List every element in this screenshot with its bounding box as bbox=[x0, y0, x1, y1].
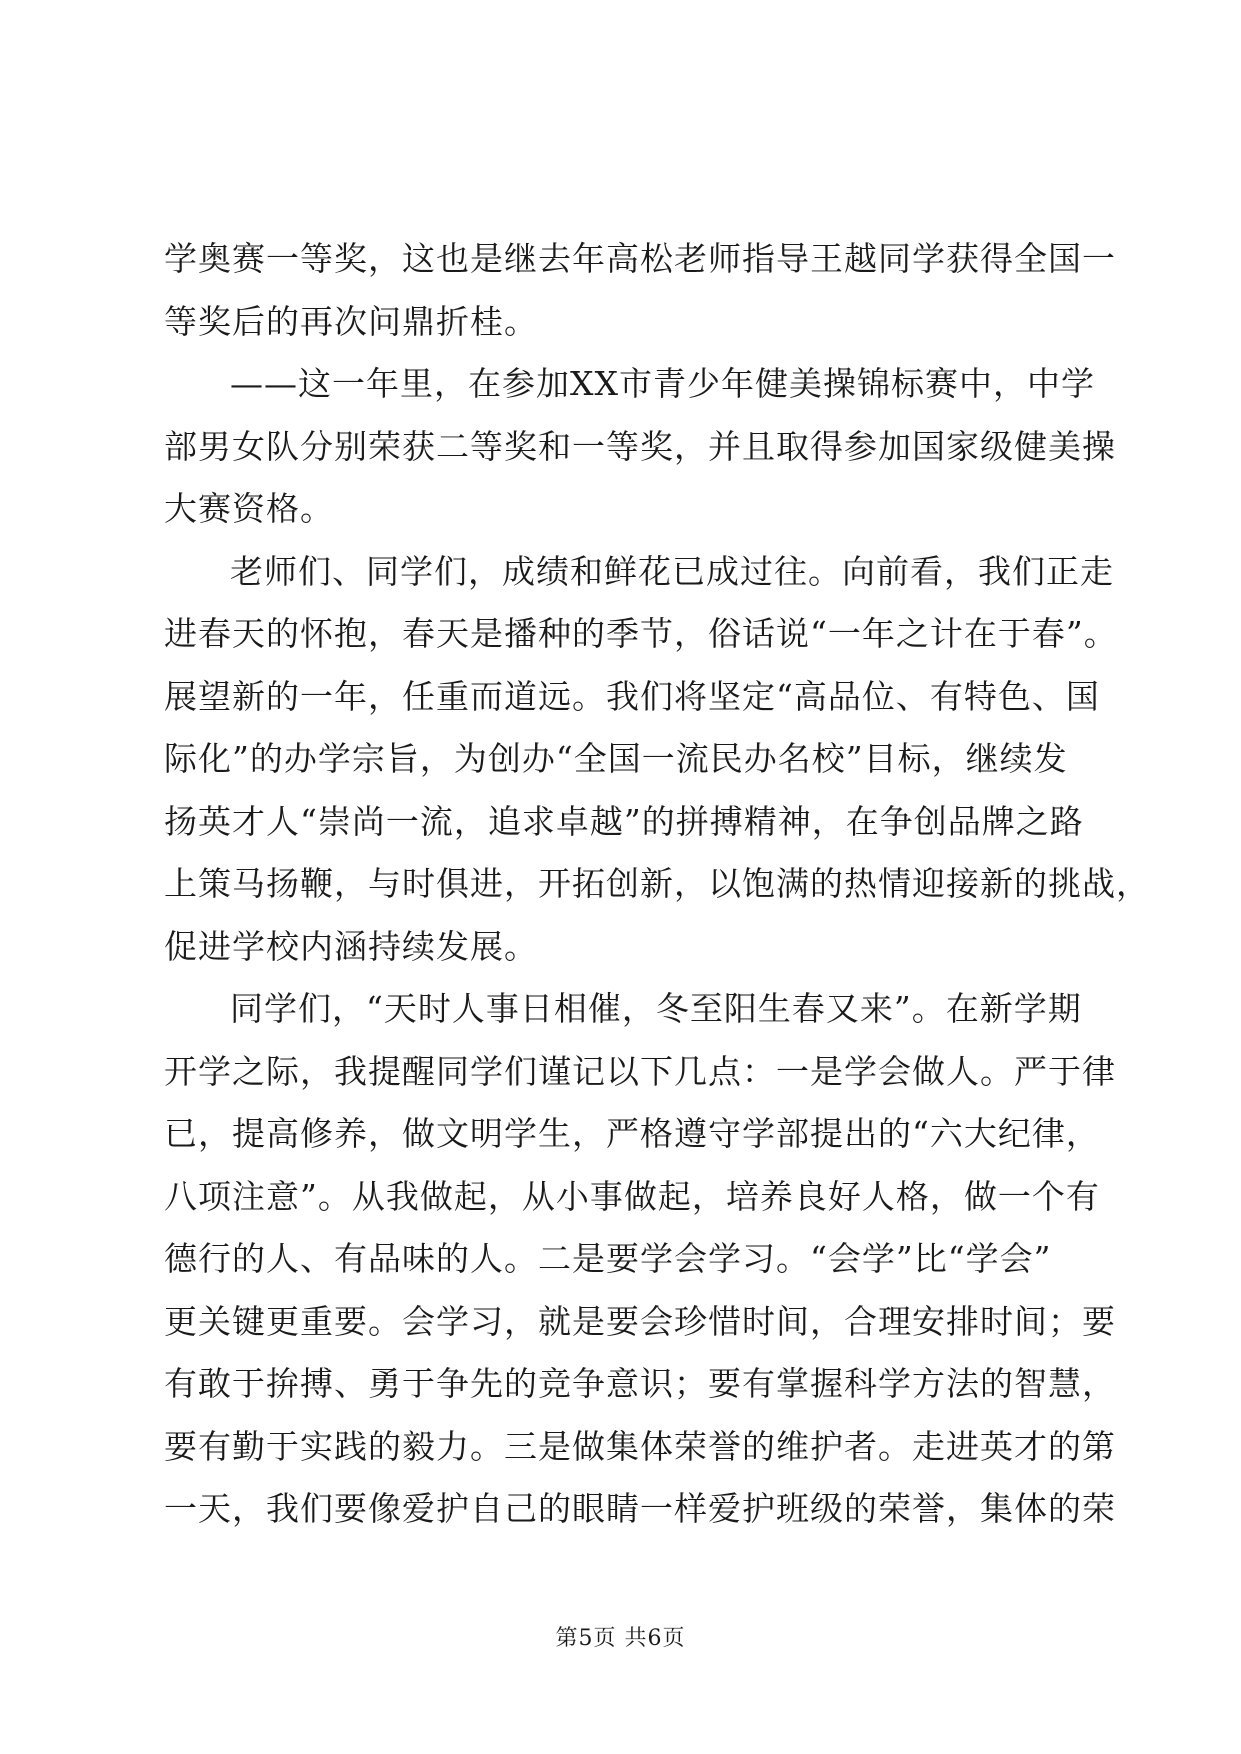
text-line: 有敢于拚搏、勇于争先的竞争意识；要有掌握科学方法的智慧， bbox=[164, 1364, 1116, 1403]
text-line: 学奥赛一等奖，这也是继去年高松老师指导王越同学获得全国一 bbox=[164, 239, 1116, 278]
text-line: 进春天的怀抱，春天是播种的季节，俗话说“一年之计在于春”。 bbox=[164, 614, 1118, 653]
text-line: 一天，我们要像爱护自己的眼睛一样爱护班级的荣誉，集体的荣 bbox=[164, 1489, 1116, 1528]
paragraph-2 bbox=[164, 353, 1116, 541]
text-line: 八项注意”。从我做起，从小事做起，培养良好人格，做一个有 bbox=[164, 1176, 1100, 1216]
text-line: 促进学校内涵持续发展。 bbox=[164, 926, 538, 966]
text-line: 上策马扬鞭，与时俱进，开拓创新，以饱满的热情迎接新的挑战， bbox=[164, 864, 1150, 903]
text-line: 老师们、同学们，成绩和鲜花已成过往。向前看，我们正走 bbox=[230, 551, 1114, 591]
text-line: 等奖后的再次问鼎折桂。 bbox=[164, 301, 538, 341]
text-line: 展望新的一年，任重而道远。我们将坚定“高品位、有特色、国 bbox=[164, 676, 1100, 716]
text-line: 德行的人、有品味的人。二是要学会学习。“会学”比“学会” bbox=[164, 1239, 1052, 1278]
text-line: 际化”的办学宗旨，为创办“全国一流民办名校”目标，继续发 bbox=[164, 739, 1068, 778]
text-line: 更关键更重要。会学习，就是要会珍惜时间，合理安排时间；要 bbox=[164, 1301, 1116, 1341]
text-line: 大赛资格。 bbox=[164, 489, 334, 528]
paragraph-4 bbox=[164, 978, 1116, 1541]
text-line: 已，提高修养，做文明学生，严格遵守学部提出的“六大纪律， bbox=[164, 1114, 1100, 1153]
paragraph-3 bbox=[164, 541, 1150, 979]
paragraph-1 bbox=[164, 228, 1116, 353]
text-line: 要有勤于实践的毅力。三是做集体荣誉的维护者。走进英才的第 bbox=[164, 1426, 1116, 1466]
text-line: ——这一年里，在参加XX市青少年健美操锦标赛中，中学 bbox=[230, 364, 1095, 403]
page-footer: 第5页 共6页 bbox=[555, 1626, 686, 1651]
text-line: 扬英才人“崇尚一流，追求卓越”的拼搏精神，在争创品牌之路 bbox=[164, 801, 1084, 841]
document-body bbox=[164, 228, 1150, 1541]
text-line: 部男女队分别荣获二等奖和一等奖，并且取得参加国家级健美操 bbox=[164, 426, 1116, 466]
text-line: 同学们，“天时人事日相催，冬至阳生春又来”。在新学期 bbox=[230, 989, 1082, 1028]
text-line: 开学之际，我提醒同学们谨记以下几点：一是学会做人。严于律 bbox=[164, 1051, 1116, 1091]
